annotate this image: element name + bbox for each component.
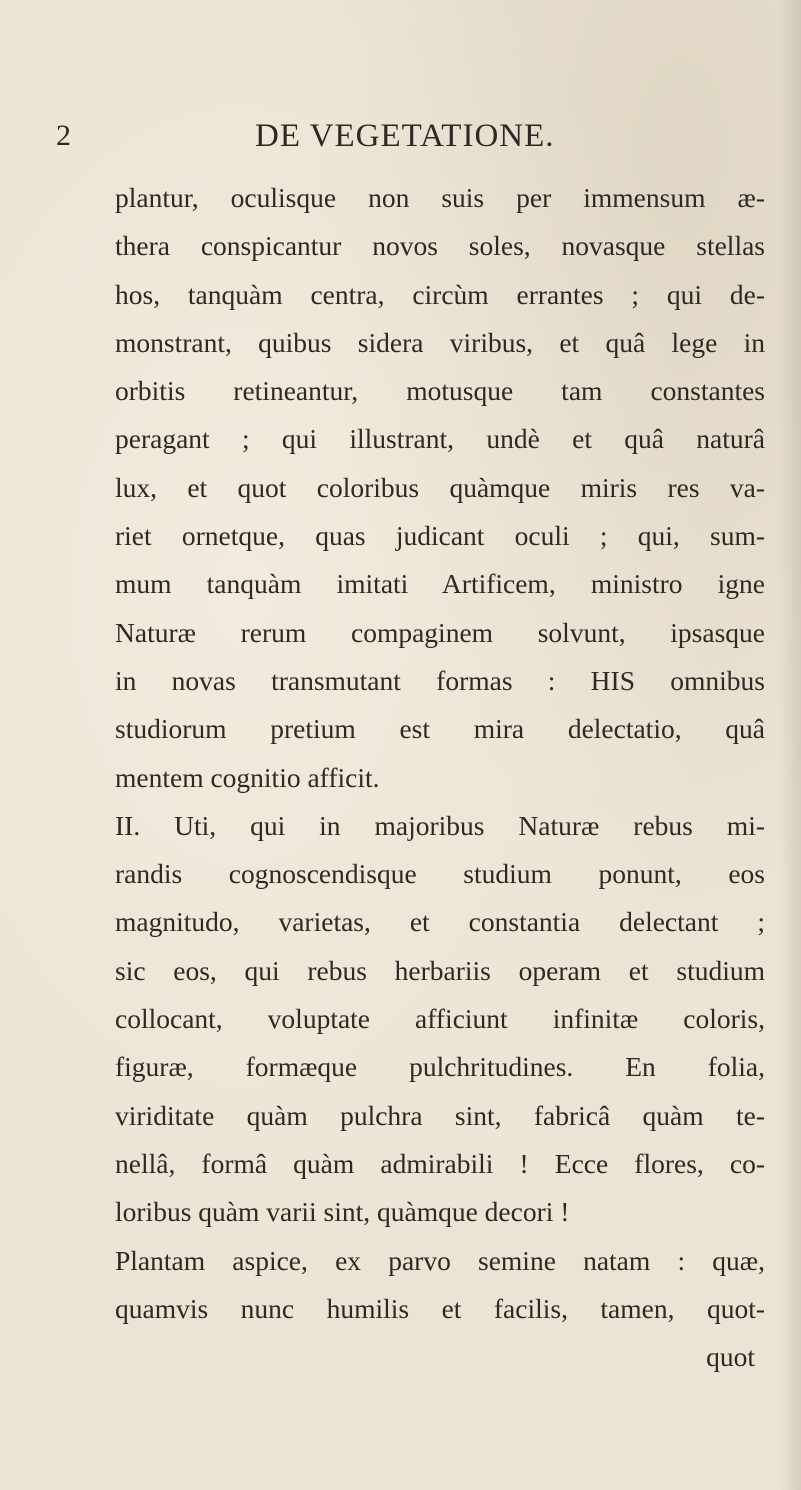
text-line: thera conspicantur novos soles, novasque stellas <box>115 230 765 262</box>
text-line: lux, et quot coloribus quàmque miris res va- <box>115 471 765 503</box>
text-line: mentem cognitio afficit. <box>115 761 380 793</box>
text-body <box>115 174 765 1381</box>
text-line: magnitudo, varietas, et constantia delectant ; <box>115 906 765 938</box>
page-edge-shadow <box>779 0 801 1490</box>
text-line: studiorum pretium est mira delectatio, quâ <box>115 713 765 745</box>
text-line: loribus quàm varii sint, quàmque decori ! <box>115 1196 570 1228</box>
text-line: randis cognoscendisque studium ponunt, eos <box>115 858 765 890</box>
text-line: plantur, oculisque non suis per immensum æ- <box>115 182 765 213</box>
text-line: monstrant, quibus sidera viribus, et quâ lege in <box>115 326 765 358</box>
running-head <box>0 116 801 156</box>
text-line: Naturæ rerum compaginem solvunt, ipsasque <box>115 616 765 648</box>
text-line: nellâ, formâ quàm admirabili ! Ecce flores, co- <box>115 1147 765 1179</box>
page-number: 2 <box>56 119 71 152</box>
catchword: quot <box>706 1341 755 1373</box>
text-line: hos, tanquàm centra, circùm errantes ; qui de- <box>115 278 765 310</box>
text-line: viriditate quàm pulchra sint, fabricâ quàm te- <box>115 1099 765 1131</box>
text-line: riet ornetque, quas judicant oculi ; qui, sum- <box>115 520 765 552</box>
text-line: II. Uti, qui in majoribus Naturæ rebus mi- <box>115 809 765 841</box>
text-line: peragant ; qui illustrant, undè et quâ naturâ <box>115 423 765 455</box>
text-line: Plantam aspice, ex parvo semine natam : quæ, <box>115 1244 765 1276</box>
text-line: in novas transmutant formas : HIS omnibus <box>115 664 765 696</box>
text-line: collocant, voluptate afficiunt infinitæ coloris, <box>115 1003 765 1035</box>
text-line: mum tanquàm imitati Artificem, ministro igne <box>115 568 765 600</box>
text-line: sic eos, qui rebus herbariis operam et studium <box>115 954 765 986</box>
text-line: figuræ, formæque pulchritudines. En folia, <box>115 1051 765 1083</box>
text-line: orbitis retineantur, motusque tam constantes <box>115 375 765 407</box>
text-line: quamvis nunc humilis et facilis, tamen, quot- <box>115 1292 765 1324</box>
running-title: DE VEGETATIONE. <box>255 118 555 154</box>
